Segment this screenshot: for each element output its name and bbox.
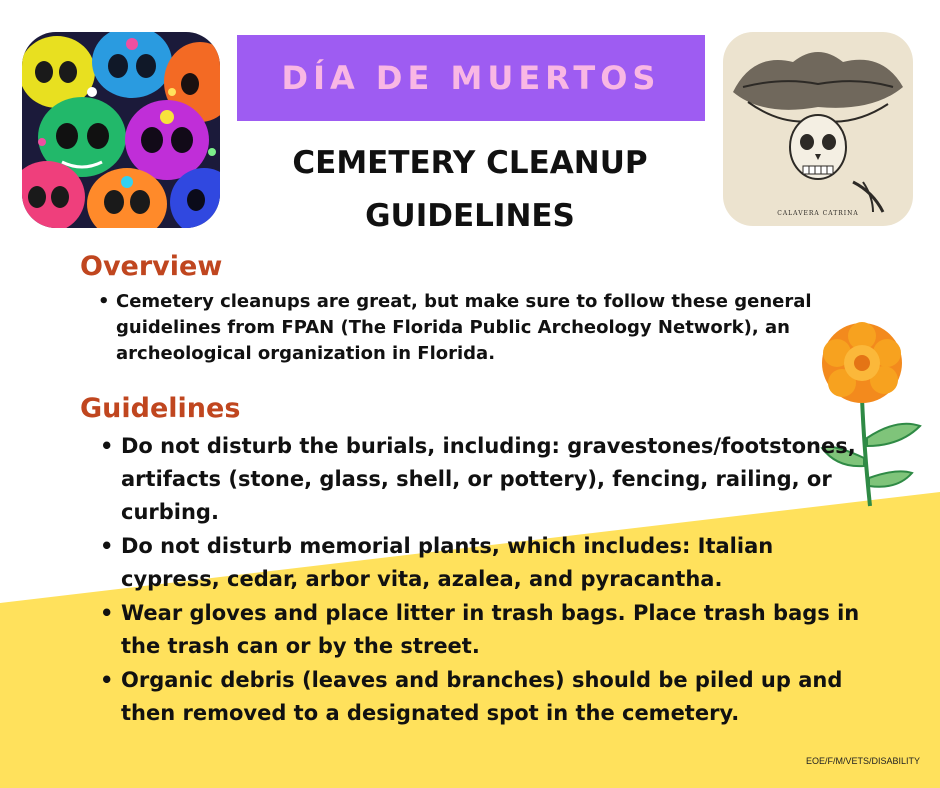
list-item	[98, 530, 878, 596]
list-item	[98, 597, 878, 663]
subtitle	[200, 137, 740, 243]
overview-list	[96, 289, 816, 367]
guideline-item-text: Do not disturb memorial plants, which includes: Italian cypress, cedar, arbor vita, azalea, and pyracantha.	[121, 534, 774, 591]
overview-heading: Overview	[80, 251, 223, 282]
page-title: DÍA DE MUERTOS	[281, 59, 661, 97]
footer-text: EOE/F/M/VETS/DISABILITY	[805, 756, 920, 766]
guidelines-list	[98, 430, 878, 731]
catrina-caption: CALAVERA CATRINA	[777, 210, 859, 217]
skull-face	[790, 115, 846, 179]
list-item	[98, 430, 878, 529]
bullet-icon: •	[98, 291, 110, 312]
skull-5	[125, 100, 209, 180]
guideline-item-text: Organic debris (leaves and branches) should be piled up and then removed to a designated spot in the cemetery.	[121, 668, 843, 725]
catrina-image	[723, 32, 913, 226]
subtitle-line-2: GUIDELINES	[365, 198, 575, 234]
bullet-icon: •	[100, 668, 114, 692]
list-item	[98, 664, 878, 730]
sugar-skulls-image	[22, 32, 220, 228]
guideline-item-text: Do not disturb the burials, including: gravestones/footstones, artifacts (stone, glass, shell, or pottery), fencing, railing, or curbing.	[121, 434, 856, 524]
guideline-item-text: Wear gloves and place litter in trash bags. Place trash bags in the trash can or by the street.	[121, 601, 860, 658]
subtitle-line-1: CEMETERY CLEANUP	[292, 145, 648, 181]
list-item	[96, 289, 816, 367]
overview-item-text: Cemetery cleanups are great, but make sure to follow these general guidelines from FPAN (The Florida Public Archeology Network), an archeological organization in Florida.	[116, 291, 812, 364]
bullet-icon: •	[100, 534, 114, 558]
bullet-icon: •	[100, 434, 114, 458]
bullet-icon: •	[100, 601, 114, 625]
marigold-bloom	[822, 322, 902, 403]
title-banner	[237, 35, 705, 121]
guidelines-heading: Guidelines	[80, 393, 241, 424]
